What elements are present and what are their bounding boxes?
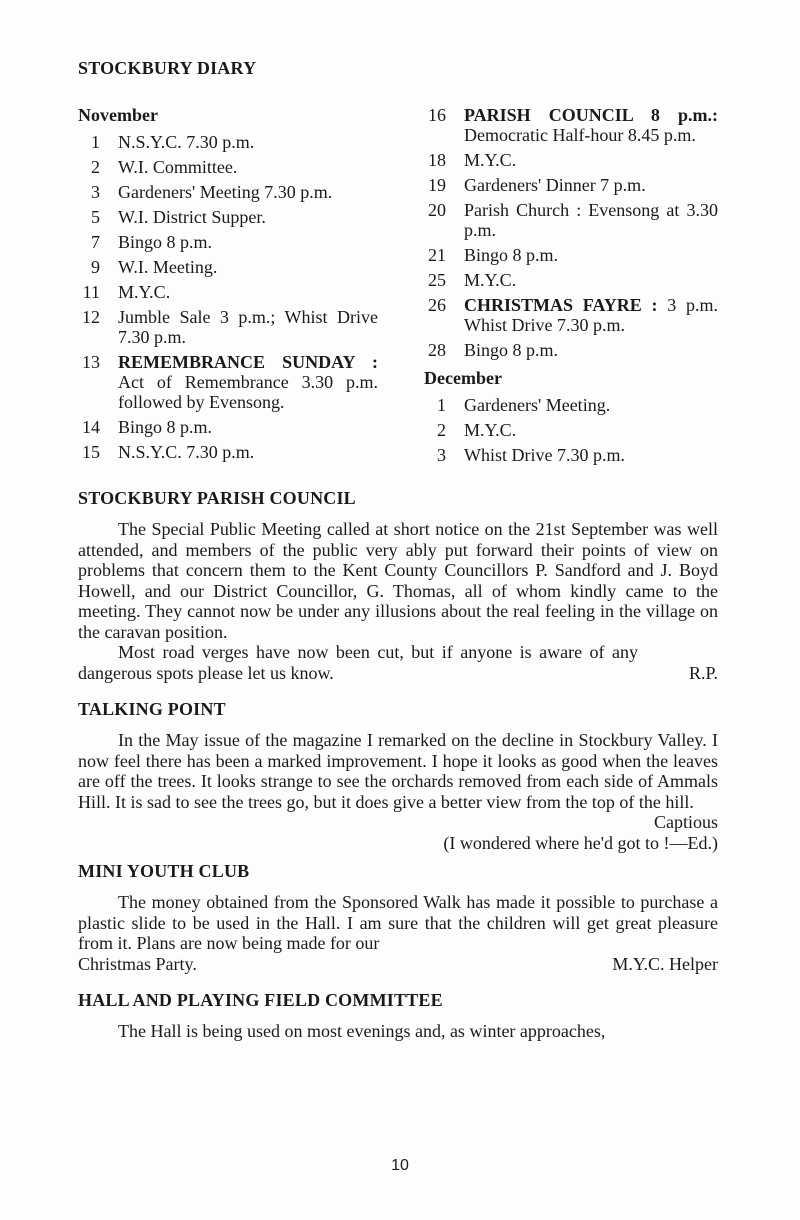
november-heading: November <box>78 105 158 125</box>
parish-council-section <box>78 488 718 683</box>
diary-entry-text <box>118 257 378 277</box>
diary-entry-bold: PARISH COUNCIL 8 p.m.: <box>464 105 718 125</box>
november-entries-right <box>424 105 718 360</box>
mini-youth-club-section <box>78 861 718 974</box>
diary-entry <box>78 182 378 202</box>
talking-point-signature: Captious <box>653 812 718 832</box>
diary-entry <box>78 307 378 347</box>
diary-entry-text <box>464 245 718 265</box>
diary-entry <box>424 245 718 265</box>
diary-entry-text <box>118 442 378 462</box>
diary-entry-text <box>464 395 718 415</box>
talking-point-section <box>78 699 718 853</box>
diary-entry-text <box>118 352 378 412</box>
diary-entry-day: 1 <box>91 132 100 152</box>
diary-entry <box>78 282 378 302</box>
mini-youth-club-title: MINI YOUTH CLUB <box>78 861 250 881</box>
diary-entry-description: M.Y.C. <box>464 420 517 440</box>
diary-entry <box>424 420 718 440</box>
diary-entry-description: W.I. Committee. <box>118 157 238 177</box>
diary-left-column <box>78 105 378 470</box>
diary-entry-description: W.I. Meeting. <box>118 257 218 277</box>
hall-committee-section <box>78 990 718 1042</box>
diary-entry <box>78 352 378 412</box>
diary-entry-day: 3 <box>437 445 446 465</box>
diary-entry-day: 16 <box>428 105 446 125</box>
diary-entry-description: Jumble Sale 3 p.m.; Whist Drive 7.30 p.m. <box>118 307 378 347</box>
diary-entry <box>424 395 718 415</box>
talking-point-title: TALKING POINT <box>78 699 226 719</box>
diary-entry-day: 20 <box>428 200 446 220</box>
diary-entry-text <box>464 340 718 360</box>
diary-entry-bold: CHRISTMAS FAYRE : <box>464 295 658 315</box>
diary-entry-text <box>118 232 378 252</box>
diary-entry <box>424 295 718 335</box>
diary-entry <box>424 340 718 360</box>
diary-entry-day: 2 <box>437 420 446 440</box>
diary-entry-text <box>464 445 718 465</box>
parish-council-closing <box>78 642 718 683</box>
diary-entry-text <box>118 132 378 152</box>
diary-entry-day: 19 <box>428 175 446 195</box>
diary-entry-description: Bingo 8 p.m. <box>464 245 559 265</box>
page-number: 10 <box>391 1157 409 1174</box>
diary-entry-day: 15 <box>82 442 100 462</box>
diary-entry-day: 18 <box>428 150 446 170</box>
parish-council-paragraph-1: The Special Public Meeting called at short notice on the 21st September was well attended, and members of the public very ably put forward their points of view on problems that concern them to the Kent County Councillors P. Sandford and J. Boyd Howell, and our District Councillor, G. Thomas, all of whom kindly came to the meeting. They cannot now be under any illusions about the real feeling in the village on the caravan position. <box>78 519 718 642</box>
diary-entry-description: M.Y.C. <box>118 282 171 302</box>
diary-entry-text <box>464 150 718 170</box>
diary-entry-description: N.S.Y.C. 7.30 p.m. <box>118 442 255 462</box>
diary-entry-day: 25 <box>428 270 446 290</box>
diary-entry-text <box>118 182 378 202</box>
diary-entry-description: Bingo 8 p.m. <box>118 232 213 252</box>
diary-entry <box>424 200 718 240</box>
diary-columns <box>78 105 718 470</box>
diary-entry-text <box>118 417 378 437</box>
diary-entry-day: 9 <box>91 257 100 277</box>
talking-point-paragraph: In the May issue of the magazine I remarked on the decline in Stockbury Valley. I now feel there has been a marked improvement. I hope it looks as good when the leaves are off the trees. It looks strange to see the orchards removed from each side of Ammals Hill. It is sad to see the trees go, but it does give a better view from the top of the hill. <box>78 730 718 812</box>
diary-entry-day: 1 <box>437 395 446 415</box>
diary-entry <box>78 132 378 152</box>
diary-entry <box>78 207 378 227</box>
diary-entry-day: 7 <box>91 232 100 252</box>
diary-entry <box>78 442 378 462</box>
diary-entry-day: 3 <box>91 182 100 202</box>
diary-entry-text <box>118 207 378 227</box>
diary-entry-text <box>464 105 718 145</box>
hall-committee-title: HALL AND PLAYING FIELD COMMITTEE <box>78 990 443 1010</box>
diary-entry-day: 11 <box>82 282 100 302</box>
diary-entry-text <box>118 282 378 302</box>
diary-entry <box>78 157 378 177</box>
hall-committee-paragraph: The Hall is being used on most evenings and, as winter approaches, <box>118 1021 606 1041</box>
diary-entry-day: 28 <box>428 340 446 360</box>
diary-entry-description: Whist Drive 7.30 p.m. <box>464 445 625 465</box>
december-heading: December <box>424 368 502 388</box>
mini-youth-club-last-line: Christmas Party. <box>78 953 197 974</box>
diary-entry-text <box>118 307 378 347</box>
diary-entry-description: M.Y.C. <box>464 150 517 170</box>
diary-entry-text <box>464 175 718 195</box>
diary-entry-text <box>118 157 378 177</box>
diary-entry <box>424 445 718 465</box>
diary-entry-description: M.Y.C. <box>464 270 517 290</box>
diary-entry-text <box>464 200 718 240</box>
parish-council-title: STOCKBURY PARISH COUNCIL <box>78 488 356 508</box>
diary-entry <box>424 270 718 290</box>
diary-entry-description: 3 p.m. Whist Drive 7.30 p.m. <box>464 295 718 335</box>
diary-title: STOCKBURY DIARY <box>78 58 257 78</box>
diary-entry-day: 26 <box>428 295 446 315</box>
diary-entry-description: Bingo 8 p.m. <box>118 417 213 437</box>
november-entries-left <box>78 132 378 462</box>
parish-council-signature: R.P. <box>688 662 718 683</box>
diary-entry <box>424 150 718 170</box>
december-entries <box>424 395 718 465</box>
diary-entry-text <box>464 420 718 440</box>
mini-youth-club-paragraph: The money obtained from the Sponsored Walk has made it possible to purchase a plastic slide to be used in the Hall. I am sure that the children will get great pleasure from it. Plans are now being made for our <box>78 892 718 953</box>
page <box>78 58 718 1042</box>
mini-youth-club-signature: M.Y.C. Helper <box>612 953 718 974</box>
diary-entry <box>78 257 378 277</box>
diary-entry <box>424 105 718 145</box>
diary-entry-description: Democratic Half-hour 8.45 p.m. <box>464 125 696 145</box>
diary-entry-bold: REMEMBRANCE SUNDAY : <box>118 352 378 372</box>
diary-entry-description: Parish Church : Evensong at 3.30 p.m. <box>464 200 718 240</box>
diary-entry-day: 13 <box>82 352 100 372</box>
diary-right-column <box>424 105 718 470</box>
diary-entry-description: Gardeners' Meeting. <box>464 395 611 415</box>
diary-entry-day: 14 <box>82 417 100 437</box>
diary-entry-description: Act of Remembrance 3.30 p.m. followed by Evensong. <box>118 372 378 412</box>
diary-entry-description: Gardeners' Meeting 7.30 p.m. <box>118 182 333 202</box>
diary-entry-description: Bingo 8 p.m. <box>464 340 559 360</box>
diary-entry-description: W.I. District Supper. <box>118 207 266 227</box>
diary-entry <box>78 417 378 437</box>
mini-youth-club-closing <box>78 954 718 975</box>
diary-entry-text <box>464 270 718 290</box>
diary-entry-day: 5 <box>91 207 100 227</box>
diary-entry-description: N.S.Y.C. 7.30 p.m. <box>118 132 255 152</box>
diary-entry <box>78 232 378 252</box>
diary-entry-day: 12 <box>82 307 100 327</box>
diary-entry-day: 21 <box>428 245 446 265</box>
diary-entry-text <box>464 295 718 335</box>
diary-entry-description: Gardeners' Dinner 7 p.m. <box>464 175 646 195</box>
diary-entry <box>424 175 718 195</box>
diary-entry-day: 2 <box>91 157 100 177</box>
editor-note: (I wondered where he'd got to !—Ed.) <box>443 832 718 853</box>
parish-council-paragraph-2: Most road verges have now been cut, but if anyone is aware of any dangerous spots please let us know. <box>78 642 638 683</box>
